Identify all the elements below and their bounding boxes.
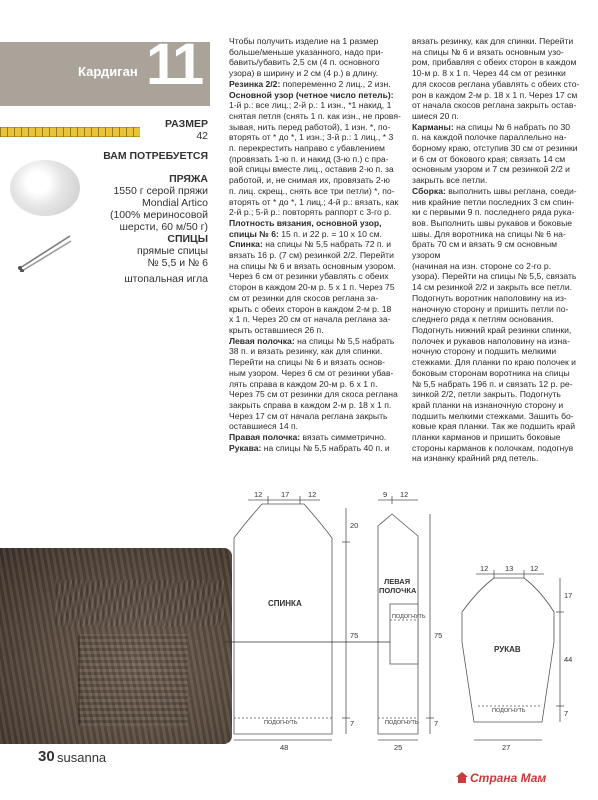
instruction-line: стороны карманов к полочкам, подогнув xyxy=(412,442,574,453)
instruction-line: сторон в каждом 20-м р. 5 х 1 п. Через 75 xyxy=(229,282,395,293)
front-piece-label: ПОЛОЧКА xyxy=(379,586,417,595)
yarn-line: шерсти, 60 м/50 г) xyxy=(119,221,208,233)
instruction-line: ковые края планки. Так же подшить край xyxy=(412,421,576,432)
dimension-label: 12 xyxy=(308,492,317,499)
instruction-line: от начала скосов реглана закрыть остав- xyxy=(412,100,577,111)
instruction-line: шиеся 20 п. xyxy=(412,110,459,121)
instruction-line: закрыть все петли. xyxy=(412,175,488,186)
instruction-line: см от резинки для скосов реглана за- xyxy=(229,292,379,303)
instruction-line: брать 70 см и вязать 9 см основным узором xyxy=(412,239,558,261)
instruction-line: работой, и, не снимая их, провязать 2-ю xyxy=(229,175,390,186)
dimension-label: 17 xyxy=(281,492,290,499)
model-number: 11 xyxy=(146,32,202,97)
instruction-line: больше/меньше указанного, надо при- xyxy=(229,46,384,57)
dimension-label: 27 xyxy=(502,743,511,752)
instruction-line: вторять от * до *, 1 лиц.; 4-й р.: вязать, как xyxy=(229,196,399,207)
instruction-line: узора). Перейти на спицы № 5,5, связать xyxy=(412,271,577,282)
back-piece-label: СПИНКА xyxy=(268,599,302,608)
instruction-line: Левая полочка: на спицы № 5,5 набрать xyxy=(229,335,395,346)
site-watermark: Страна Мам xyxy=(470,771,547,785)
instruction-line: Перейти на спицы № 6 и вязать основ- xyxy=(229,357,386,368)
instruction-line: лять справа в каждом 20-м р. 6 х 1 п. xyxy=(229,378,378,389)
instruction-line: п. на каждой полочке параллельно на- xyxy=(412,132,567,143)
dimension-label: 13 xyxy=(505,564,514,573)
instruction-line: вязать 16 р. (7 см) резинкой 2/2. Перейти xyxy=(229,250,394,261)
instruction-line: Через 6 см от резинки убавлять с обеих xyxy=(229,271,389,282)
knitting-needles-icon xyxy=(18,232,72,272)
instruction-line: снятая петля (снять 1 п. как изн., не провя- xyxy=(229,110,401,121)
instruction-line: стежками. Для планки по краю полочек и xyxy=(412,357,576,368)
dimension-label: 12 xyxy=(400,492,409,499)
instruction-line: Рукава: на спицы № 5,5 набрать 40 п. и xyxy=(229,442,390,453)
hem-label: ПОДОГНУТЬ xyxy=(392,614,426,620)
instruction-line: ным узором. Через 6 см от резинки убав- xyxy=(229,367,394,378)
dimension-label: 17 xyxy=(564,591,573,600)
instruction-line: Плотность вязания, основной узор, xyxy=(229,217,382,228)
instruction-line: основным узором и 7 см резинкой 2/2 и xyxy=(412,164,570,175)
needles-line: № 5,5 и № 6 xyxy=(147,257,208,269)
instruction-line: вторять от * до *, 1 изн.; 3-й р.: 1 лиц., * 3 xyxy=(229,132,394,143)
instruction-line: наночную сторону и пришить петли по- xyxy=(412,303,569,314)
instruction-line: зывая, нить перед работой), 1 изн. *, по- xyxy=(229,121,391,132)
instruction-line: на спицы № 6 и вязать основным узо- xyxy=(412,46,564,57)
instructions-column-1 xyxy=(229,36,401,453)
instruction-line: на спицы № 6 и вязать основным узором. xyxy=(229,260,396,271)
magazine-brand: susanna xyxy=(57,750,107,765)
size-title: РАЗМЕР xyxy=(165,118,208,130)
materials-title: ВАМ ПОТРЕБУЕТСЯ xyxy=(103,150,208,162)
dimension-label: 75 xyxy=(350,631,359,640)
instruction-line: узора) в ширину и 2 см (4 р.) в длину. xyxy=(229,68,379,79)
instruction-line: (провязать 1-ю п. и накид (3-ю п.) с пра- xyxy=(229,153,389,164)
instruction-line: ки с первыми 9 п. последнего ряда рука- xyxy=(412,207,575,218)
instruction-line: закрыть справа в каждом 2-м р. 18 х 1 п. xyxy=(229,399,392,410)
instruction-line: п. перекрестить направо с убавлением xyxy=(229,143,385,154)
instruction-line: Через 75 см от резинки для скоса реглана xyxy=(229,389,398,400)
sleeve-piece-label: РУКАВ xyxy=(494,645,521,654)
instruction-line: х 1 п. Через 20 см от начала реглана за- xyxy=(229,314,391,325)
dimension-label: 25 xyxy=(394,743,403,752)
instruction-line: Правая полочка: вязать симметрично. xyxy=(229,432,387,443)
instruction-line: крыть оставшиеся 26 п. xyxy=(229,324,324,335)
instruction-line: и 6 см от бокового края; связать 14 см xyxy=(412,153,566,164)
instruction-line: планки карманов и пришить боковые xyxy=(412,432,561,443)
instruction-line: вой спицы вместе лиц., оставив 2-ю п. за xyxy=(229,164,394,175)
size-value: 42 xyxy=(196,130,208,142)
instructions-column-2 xyxy=(412,36,582,464)
page-number: 30 xyxy=(38,748,55,765)
instruction-line: 1-й р.: все лиц.; 2-й р.: 1 изн., *1 накид, 1 xyxy=(229,100,392,111)
instruction-line: Через 17 см от начала реглана закрыть xyxy=(229,410,388,421)
dimension-label: 75 xyxy=(434,631,443,640)
dimension-label: 48 xyxy=(280,743,289,752)
instruction-line: зинкой 2/2, петли закрыть. Подогнуть xyxy=(412,389,561,400)
instruction-line: подшить мелкими стежками. Зашить бо- xyxy=(412,410,574,421)
instruction-line: бавить/убавить 2,5 см (4 п. основного xyxy=(229,57,380,68)
instruction-line: Резинка 2/2: попеременно 2 лиц., 2 изн. xyxy=(229,78,391,89)
dimension-label: 44 xyxy=(564,655,573,664)
instruction-line: Основной узор (четное число петель): xyxy=(229,89,394,100)
instruction-line: край планки на изнаночную сторону и xyxy=(412,399,564,410)
instruction-line: Чтобы получить изделие на 1 размер xyxy=(229,36,379,46)
dimension-label: 12 xyxy=(530,564,539,573)
instruction-line: 38 п. и вязать резинку, как для спинки. xyxy=(229,346,383,357)
yarn-title: ПРЯЖА xyxy=(169,173,208,185)
instruction-line: крыть с обеих сторон в каждом 2-м р. 18 xyxy=(229,303,392,314)
dimension-label: 7 xyxy=(350,719,355,728)
knit-fabric-photo xyxy=(0,548,232,744)
instruction-line: 10-м р. 8 х 1 п. Через 44 см от резинки xyxy=(412,68,566,79)
instruction-line: Сборка: выполнить швы реглана, соеди- xyxy=(412,185,577,196)
instruction-line: полочек и рукавов наполовину на изна- xyxy=(412,335,570,346)
yarn-line: 1550 г серой пряжи xyxy=(113,185,208,197)
house-icon xyxy=(455,770,469,784)
instruction-line: боковым сторонам воротника на спицы xyxy=(412,367,570,378)
yarn-line: (100% мериносовой xyxy=(109,209,208,221)
instruction-line: борному краю, отступив 30 см от резинки xyxy=(412,143,578,154)
instruction-line: вязать резинку, как для спинки. Перейти xyxy=(412,36,574,46)
instruction-line: (начиная на изн. стороне со 2-го р. xyxy=(412,260,552,271)
instruction-line: спицы № 6: 15 п. и 22 р. = 10 х 10 см. xyxy=(229,228,382,239)
hem-label: ПОДОГНУТЬ xyxy=(264,720,298,726)
darning-needle: штопальная игла xyxy=(124,273,208,285)
pattern-schematic xyxy=(224,492,592,754)
instruction-line: 2-й р.; 5-й р.: повторять раппорт с 3-го р. xyxy=(229,207,392,218)
instruction-line: нив крайние петли последних 3 см спин- xyxy=(412,196,575,207)
dimension-label: 12 xyxy=(480,564,489,573)
instruction-line: 14 см резинкой 2/2 и закрыть все петли. xyxy=(412,282,573,293)
instruction-line: швы. Для воротника на спицы № 6 на- xyxy=(412,228,566,239)
instruction-line: Подогнуть нижний край резинки спинки, xyxy=(412,324,572,335)
yarn-line: Mondial Artico xyxy=(142,197,208,209)
instruction-line: вов. Выполнить швы рукавов и боковые xyxy=(412,217,573,228)
needles-line: прямые спицы xyxy=(137,245,208,257)
yarn-ball-icon xyxy=(10,160,80,216)
hem-label: ПОДОГНУТЬ xyxy=(385,720,419,726)
dimension-label: 12 xyxy=(254,492,263,499)
instruction-line: на изнанку крайний ряд петель. xyxy=(412,453,539,464)
instruction-line: следнего ряда к петлям основания. xyxy=(412,314,554,325)
dimension-label: 20 xyxy=(350,521,359,530)
dimension-label: 9 xyxy=(383,492,388,499)
dimension-label: 7 xyxy=(564,709,569,718)
instruction-line: Подогнуть воротник наполовину на из- xyxy=(412,292,567,303)
instruction-line: оставшиеся 14 п. xyxy=(229,421,299,432)
dimension-label: 7 xyxy=(434,719,439,728)
front-piece-label: ЛЕВАЯ xyxy=(384,577,411,586)
hem-label: ПОДОГНУТЬ xyxy=(492,708,526,714)
header-title: Кардиган xyxy=(78,64,138,79)
instruction-line: для скосов реглана убавлять с обеих сто- xyxy=(412,78,580,89)
instruction-line: п. лиц. скрещ., снять все три петли) *, по- xyxy=(229,185,395,196)
instruction-line: Карманы: на спицы № 6 набрать по 30 xyxy=(412,121,570,132)
measuring-tape-ticks xyxy=(0,127,140,137)
instruction-line: ночную сторону и подшить мелкими xyxy=(412,346,557,357)
instruction-line: ром, прибавляя с обеих сторон в каждом xyxy=(412,57,577,68)
instruction-line: Спинка: на спицы № 5,5 набрать 72 п. и xyxy=(229,239,392,250)
instruction-line: рон в каждом 2-м р. 18 х 1 п. Через 17 см xyxy=(412,89,578,100)
needles-title: СПИЦЫ xyxy=(167,233,208,245)
instruction-line: № 5,5 набрать 196 п. и связать 12 р. ре- xyxy=(412,378,573,389)
